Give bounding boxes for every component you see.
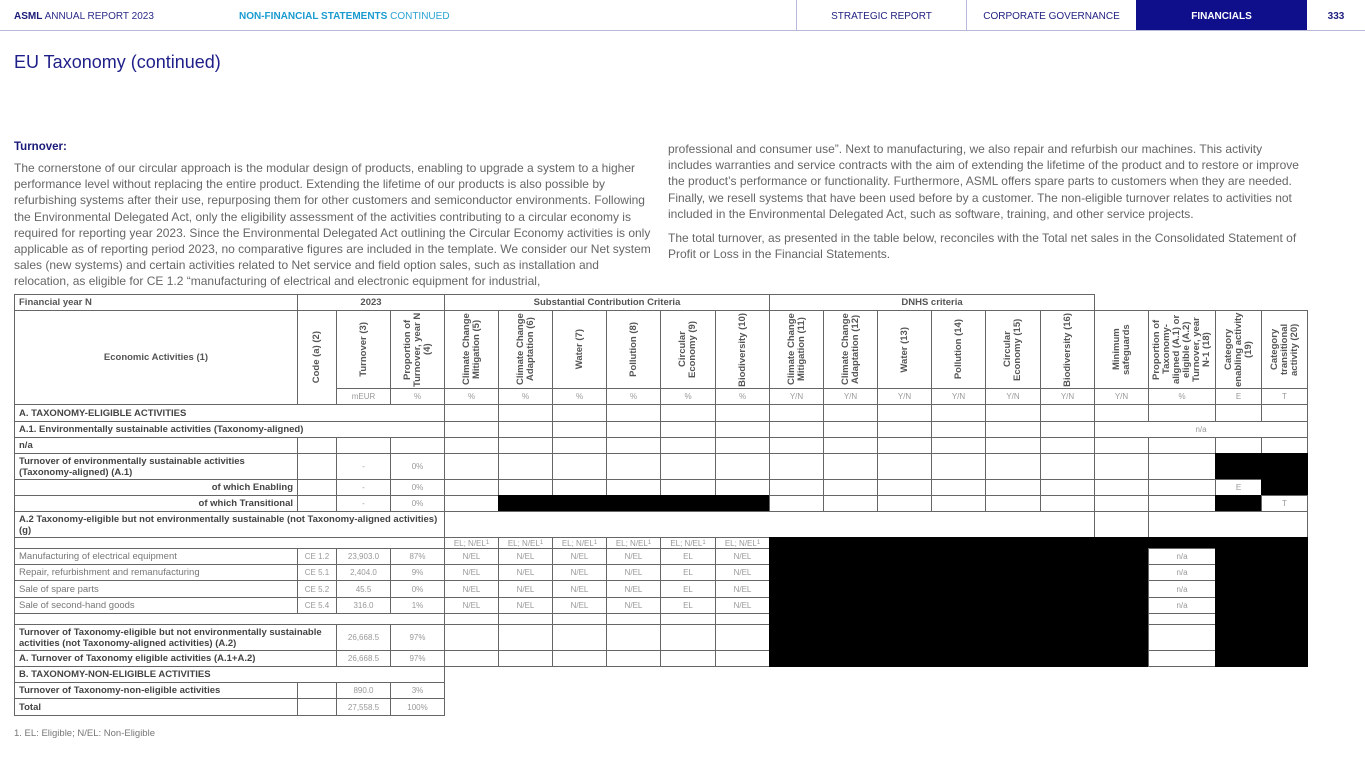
empty-cell xyxy=(1040,495,1095,512)
activity-criterion: N/EL xyxy=(552,564,607,581)
el-nel-label: EL; N/EL xyxy=(507,538,540,548)
empty-cell xyxy=(606,479,661,496)
empty-cell xyxy=(552,479,607,496)
empty-cell xyxy=(823,495,878,512)
empty-cell xyxy=(1148,624,1216,651)
activity-criterion: EL xyxy=(660,548,716,565)
activity-name: Repair, refurbishment and remanufacturing xyxy=(14,564,298,581)
empty-cell xyxy=(1148,479,1216,496)
section-a-label: A. TAXONOMY-ELIGIBLE ACTIVITIES xyxy=(14,404,445,422)
blocked-cell xyxy=(498,495,770,512)
column-header xyxy=(823,310,878,389)
el-nel-label: EL; N/EL xyxy=(670,538,703,548)
empty-cell xyxy=(877,404,932,422)
empty-cell xyxy=(444,479,499,496)
a1-enabling-category: E xyxy=(1215,479,1262,496)
empty-cell xyxy=(660,479,716,496)
blocked-cell xyxy=(1215,548,1308,565)
a1-transitional-category: T xyxy=(1261,495,1308,512)
activity-prev-year: n/a xyxy=(1148,580,1216,598)
empty-cell xyxy=(1094,479,1149,496)
column-header xyxy=(985,310,1041,389)
a1-transitional-turnover: - xyxy=(336,495,391,512)
activity-proportion: 87% xyxy=(390,548,445,565)
column-header xyxy=(390,310,445,389)
footnote: 1. EL: Eligible; N/EL: Non-Eligible xyxy=(14,728,155,739)
footnote-ref: 1 xyxy=(702,540,706,546)
blocked-cell xyxy=(769,624,1149,651)
activity-criterion: N/EL xyxy=(498,580,553,598)
activity-criterion: N/EL xyxy=(606,597,661,614)
column-unit: Y/N xyxy=(877,388,932,405)
activity-proportion: 1% xyxy=(390,597,445,614)
empty-cell xyxy=(297,698,337,716)
activity-criterion: N/EL xyxy=(606,564,661,581)
empty-cell xyxy=(877,453,932,480)
body-paragraph-1: The cornerstone of our circular approach is the modular design of products, enabling to upgrade a system to a higher performance level without replacing the entire product. Extending the lifetime of our products is also possible by refurbishing systems after their use, repurposing them for other customers and semiconductor environments. Following the Environmental Delegated Act, only the eligibility assessment of the activities contributing to a circular economy is required for reporting year 2023. Since the Environmental Delegated Act outlining the Circular Economy activities is only applicable as of reporting period 2023, no comparative figures are included in the template. We consider our Net system sales (new systems) and certain activities related to Net service and field option sales, such as installation and relocation, as eligible for CE 1.2 “manufacturing of electrical and electronic equipment for industrial, xyxy=(14,161,651,289)
column-header-label: Code (a) (2) xyxy=(311,331,322,384)
activity-criterion: N/EL xyxy=(715,548,770,565)
empty-cell xyxy=(823,479,878,496)
column-header xyxy=(877,310,932,389)
empty-cell xyxy=(1094,495,1149,512)
empty-cell xyxy=(498,453,553,480)
nav-tab-strategic-report[interactable]: STRATEGIC REPORT xyxy=(796,0,966,30)
activity-criterion: N/EL xyxy=(444,580,499,598)
a1-total-turnover: - xyxy=(336,453,391,480)
page-number: 333 xyxy=(1327,11,1345,22)
empty-cell xyxy=(606,650,661,667)
b-row-proportion: 3% xyxy=(390,682,445,699)
section-continued: CONTINUED xyxy=(387,11,450,22)
activity-turnover: 2,404.0 xyxy=(336,564,391,581)
empty-cell xyxy=(444,453,499,480)
column-header-label: Category enabling activity (19) xyxy=(1222,312,1254,387)
empty-cell xyxy=(715,437,770,454)
a1-enabling-turnover: - xyxy=(336,479,391,496)
empty-cell xyxy=(931,437,986,454)
activity-criterion: N/EL xyxy=(715,564,770,581)
empty-cell xyxy=(297,682,337,699)
header-substantial-contribution: Substantial Contribution Criteria xyxy=(444,294,770,311)
page-title: EU Taxonomy (continued) xyxy=(14,52,221,72)
empty-cell xyxy=(1040,421,1095,438)
footnote-ref: 1 xyxy=(647,540,652,546)
activity-criterion: EL xyxy=(660,564,716,581)
empty-cell xyxy=(444,624,499,651)
column-unit: % xyxy=(498,388,553,405)
header-year: 2023 xyxy=(297,294,445,311)
empty-cell xyxy=(877,479,932,496)
empty-cell xyxy=(985,495,1041,512)
blocked-cell xyxy=(1215,495,1262,512)
empty-cell xyxy=(823,421,878,438)
empty-cell xyxy=(606,453,661,480)
column-header xyxy=(297,310,337,405)
empty-cell xyxy=(498,404,553,422)
el-nel-label: EL; N/EL xyxy=(724,538,757,548)
empty-cell xyxy=(931,453,986,480)
column-header-label: Water (13) xyxy=(898,326,910,373)
empty-cell xyxy=(297,437,337,454)
section-breadcrumb[interactable] xyxy=(239,11,450,22)
header-dnhs-criteria: DNHS criteria xyxy=(769,294,1095,311)
empty-cell xyxy=(1148,495,1216,512)
brand-report-title: ANNUAL REPORT 2023 xyxy=(42,11,154,22)
column-header xyxy=(498,310,553,389)
activity-criterion: N/EL xyxy=(606,580,661,598)
activity-code: CE 1.2 xyxy=(297,548,337,565)
empty-cell xyxy=(444,421,499,438)
empty-cell xyxy=(1094,453,1149,480)
activity-criterion: N/EL xyxy=(552,597,607,614)
empty-cell xyxy=(985,453,1041,480)
activity-name: Sale of second-hand goods xyxy=(14,597,298,614)
empty-cell xyxy=(552,437,607,454)
column-header xyxy=(606,310,661,389)
b-row-label: Turnover of Taxonomy-non-eligible activities xyxy=(14,682,298,699)
empty-cell xyxy=(1215,437,1262,454)
column-header-label: Circular Economy (15) xyxy=(1002,318,1023,381)
empty-cell xyxy=(444,511,1095,538)
top-nav-bar xyxy=(0,0,1365,31)
empty-cell xyxy=(985,421,1041,438)
a-total-turnover: 26,668.5 xyxy=(336,650,391,667)
blocked-cell xyxy=(1215,580,1308,598)
activity-code: CE 5.2 xyxy=(297,580,337,598)
column-header-label: Pollution (8) xyxy=(627,322,639,377)
empty-cell xyxy=(823,453,878,480)
empty-cell xyxy=(660,421,716,438)
empty-cell xyxy=(715,453,770,480)
empty-cell xyxy=(1094,404,1149,422)
column-header-label: Climate Change Mitigation (11) xyxy=(785,313,807,386)
empty-cell xyxy=(498,421,553,438)
column-header-label: Biodiversity (16) xyxy=(1061,312,1073,387)
column-header-label: Climate Change Adaptation (6) xyxy=(514,313,536,386)
nav-tab-corporate-governance[interactable]: CORPORATE GOVERNANCE xyxy=(966,0,1136,30)
empty-cell xyxy=(660,404,716,422)
column-header xyxy=(1094,310,1149,389)
column-unit: Y/N xyxy=(823,388,878,405)
empty-cell xyxy=(1040,437,1095,454)
a1-enabling-proportion: 0% xyxy=(390,479,445,496)
blocked-cell xyxy=(769,650,1149,667)
column-header xyxy=(769,310,824,389)
empty-cell xyxy=(1148,511,1308,538)
empty-cell xyxy=(1040,453,1095,480)
column-unit: mEUR xyxy=(336,388,391,405)
blocked-cell xyxy=(769,548,1149,565)
column-header-label: Proportion of Taxonomy-aligned (A.1) or eligible (A.2) Turnover, year N-1 (18) xyxy=(1151,314,1212,385)
empty-cell xyxy=(1261,404,1308,422)
column-unit: E xyxy=(1215,388,1262,405)
column-unit: % xyxy=(715,388,770,405)
activity-prev-year: n/a xyxy=(1148,597,1216,614)
brand-name: ASML xyxy=(14,11,43,22)
column-header xyxy=(931,310,986,389)
empty-cell xyxy=(985,404,1041,422)
empty-cell xyxy=(498,479,553,496)
el-nel-label: EL; N/EL xyxy=(453,538,486,548)
section-a1-label: A.1. Environmentally sustainable activities (Taxonomy-aligned) xyxy=(14,421,445,438)
empty-cell xyxy=(444,437,499,454)
column-unit: % xyxy=(606,388,661,405)
empty-cell xyxy=(715,650,770,667)
column-header-label: Proportion of Turnover, year N (4) xyxy=(401,312,433,387)
empty-cell xyxy=(606,421,661,438)
activity-proportion: 9% xyxy=(390,564,445,581)
empty-cell xyxy=(1148,404,1216,422)
a1-transitional-proportion: 0% xyxy=(390,495,445,512)
column-unit: T xyxy=(1261,388,1308,405)
empty-cell xyxy=(1148,650,1216,667)
column-unit: Y/N xyxy=(769,388,824,405)
column-header-label: Climate Change Adaptation (12) xyxy=(839,313,861,386)
empty-cell xyxy=(715,479,770,496)
empty-cell xyxy=(660,624,716,651)
empty-cell xyxy=(297,495,337,512)
empty-cell xyxy=(715,624,770,651)
activity-criterion: N/EL xyxy=(715,580,770,598)
activity-code: CE 5.1 xyxy=(297,564,337,581)
column-unit: Y/N xyxy=(1094,388,1149,405)
column-header-label: Turnover (3) xyxy=(357,322,369,377)
empty-cell xyxy=(823,404,878,422)
activity-criterion: EL xyxy=(660,597,716,614)
column-header xyxy=(1261,310,1308,389)
empty-cell xyxy=(498,650,553,667)
activity-name: Sale of spare parts xyxy=(14,580,298,598)
activity-code: CE 5.4 xyxy=(297,597,337,614)
empty-cell xyxy=(606,624,661,651)
section-a2-label: A.2 Taxonomy-eligible but not environmentally sustainable (not Taxonomy-aligned activities) (g) xyxy=(14,511,445,538)
activity-criterion: N/EL xyxy=(498,564,553,581)
activity-criterion: N/EL xyxy=(552,548,607,565)
nav-tab-financials[interactable]: FINANCIALS xyxy=(1136,0,1307,30)
empty-cell xyxy=(715,404,770,422)
empty-cell xyxy=(823,437,878,454)
column-unit: % xyxy=(660,388,716,405)
blocked-cell xyxy=(769,597,1149,614)
empty-cell xyxy=(444,650,499,667)
empty-cell xyxy=(877,421,932,438)
activity-turnover: 45.5 xyxy=(336,580,391,598)
column-header xyxy=(715,310,770,389)
empty-cell xyxy=(498,624,553,651)
report-brand[interactable] xyxy=(14,11,154,22)
activity-criterion: EL xyxy=(660,580,716,598)
column-header-label: Category transitional activity (20) xyxy=(1268,323,1300,376)
footnote-ref: 1 xyxy=(756,540,761,546)
total-row-turnover: 27,558.5 xyxy=(336,698,391,716)
empty-cell xyxy=(552,650,607,667)
section-b-label: B. TAXONOMY-NON-ELIGIBLE ACTIVITIES xyxy=(14,666,445,683)
column-header-label: Water (7) xyxy=(573,329,585,370)
column-unit: % xyxy=(390,388,445,405)
empty-cell xyxy=(660,453,716,480)
column-unit: % xyxy=(444,388,499,405)
empty-cell xyxy=(1094,511,1149,538)
column-header xyxy=(660,310,716,389)
header-financial-year: Financial year N xyxy=(14,294,298,311)
activity-name: Manufacturing of electrical equipment xyxy=(14,548,298,565)
activity-criterion: N/EL xyxy=(606,548,661,565)
activity-proportion: 0% xyxy=(390,580,445,598)
a2-total-label: Turnover of Taxonomy-eligible but not environmentally sustainable activities (not Taxonomy-aligned activities) (A.2) xyxy=(14,624,337,651)
empty-cell xyxy=(660,437,716,454)
empty-cell xyxy=(877,437,932,454)
empty-cell xyxy=(931,495,986,512)
activity-criterion: N/EL xyxy=(444,564,499,581)
turnover-subheading: Turnover: xyxy=(14,141,67,153)
empty-cell xyxy=(769,437,824,454)
empty-cell xyxy=(606,404,661,422)
column-header-label: Biodiversity (10) xyxy=(736,312,748,387)
body-paragraph-3: The total turnover, as presented in the table below, reconciles with the Total net sales in the Consolidated Statement of Profit or Loss in the Financial Statements. xyxy=(668,231,1297,262)
a2-total-turnover: 26,668.5 xyxy=(336,624,391,651)
a1-na-right: n/a xyxy=(1094,421,1308,438)
el-nel-label: EL; N/EL xyxy=(561,538,594,548)
a1-total-label: Turnover of environmentally sustainable activities (Taxonomy-aligned) (A.1) xyxy=(14,453,298,480)
column-header-label: Circular Economy (9) xyxy=(677,321,698,379)
empty-cell xyxy=(444,404,499,422)
section-name: NON-FINANCIAL STATEMENTS xyxy=(239,11,388,22)
empty-cell xyxy=(931,421,986,438)
activity-turnover: 316.0 xyxy=(336,597,391,614)
blocked-cell xyxy=(1215,624,1308,651)
empty-cell xyxy=(660,650,716,667)
blocked-cell xyxy=(1215,564,1308,581)
blocked-cell xyxy=(1215,597,1308,614)
a-total-label: A. Turnover of Taxonomy eligible activities (A.1+A.2) xyxy=(14,650,337,667)
column-unit: Y/N xyxy=(1040,388,1095,405)
a-total-proportion: 97% xyxy=(390,650,445,667)
blocked-cell xyxy=(1261,479,1308,496)
column-header xyxy=(1040,310,1095,389)
column-header xyxy=(336,310,391,389)
blocked-cell xyxy=(1215,650,1308,667)
total-row-proportion: 100% xyxy=(390,698,445,716)
empty-cell xyxy=(1094,437,1149,454)
empty-cell xyxy=(336,437,391,454)
activity-criterion: N/EL xyxy=(552,580,607,598)
header-economic-activities: Economic Activities (1) xyxy=(14,310,298,405)
empty-cell xyxy=(931,479,986,496)
column-header xyxy=(444,310,499,389)
total-row-label: Total xyxy=(14,698,298,716)
empty-cell xyxy=(1148,453,1216,480)
activity-prev-year: n/a xyxy=(1148,564,1216,581)
empty-cell xyxy=(552,453,607,480)
empty-cell xyxy=(985,479,1041,496)
el-nel-label: EL; N/EL xyxy=(615,538,648,548)
empty-cell xyxy=(985,437,1041,454)
empty-cell xyxy=(297,453,337,480)
empty-cell xyxy=(390,437,445,454)
empty-cell xyxy=(769,453,824,480)
footnote-ref: 1 xyxy=(539,540,544,546)
column-unit: % xyxy=(1148,388,1216,405)
activity-criterion: N/EL xyxy=(715,597,770,614)
a2-total-proportion: 97% xyxy=(390,624,445,651)
blocked-cell xyxy=(769,564,1149,581)
empty-cell xyxy=(769,479,824,496)
empty-cell xyxy=(715,421,770,438)
body-paragraph-2: professional and consumer use”. Next to manufacturing, we also repair and refurbish our machines. This activity includes warranties and service contracts with the aim of extending the lifetime of the product and to restore or improve the product’s performance or functionality. Furthermore, ASML offers spare parts to customers when they are needed. Finally, we resell systems that have been used before by a customer. The non-eligible turnover relates to activities not included in the Environmental Delegated Act, such as software, training, and other service projects. xyxy=(668,142,1299,221)
a1-total-proportion: 0% xyxy=(390,453,445,480)
column-header xyxy=(1148,310,1216,389)
empty-cell xyxy=(606,437,661,454)
blocked-cell xyxy=(1215,453,1308,480)
empty-cell xyxy=(552,404,607,422)
empty-cell xyxy=(877,495,932,512)
empty-cell xyxy=(297,479,337,496)
empty-cell xyxy=(498,437,553,454)
empty-cell xyxy=(769,421,824,438)
column-header-label: Minimum safeguards xyxy=(1110,324,1132,375)
column-header-label: Pollution (14) xyxy=(952,319,964,380)
empty-cell xyxy=(444,495,499,512)
empty-cell xyxy=(1148,437,1216,454)
activity-prev-year: n/a xyxy=(1148,548,1216,565)
column-header-label: Climate Change Mitigation (5) xyxy=(460,313,482,386)
column-unit: % xyxy=(552,388,607,405)
activity-turnover: 23,903.0 xyxy=(336,548,391,565)
a1-na-row: n/a xyxy=(14,437,298,454)
empty-cell xyxy=(1040,479,1095,496)
empty-cell xyxy=(1215,404,1262,422)
a1-enabling-label: of which Enabling xyxy=(14,479,298,496)
footnote-ref: 1 xyxy=(485,540,490,546)
column-unit: Y/N xyxy=(985,388,1041,405)
column-header xyxy=(552,310,607,389)
b-row-turnover: 890.0 xyxy=(336,682,391,699)
empty-cell xyxy=(931,404,986,422)
empty-cell xyxy=(1261,437,1308,454)
column-unit: Y/N xyxy=(931,388,986,405)
a1-transitional-label: of which Transitional xyxy=(14,495,298,512)
footnote-ref: 1 xyxy=(593,540,598,546)
blocked-cell xyxy=(769,580,1149,598)
empty-cell xyxy=(769,404,824,422)
activity-criterion: N/EL xyxy=(498,548,553,565)
empty-cell xyxy=(552,624,607,651)
empty-cell xyxy=(552,421,607,438)
column-header xyxy=(1215,310,1262,389)
activity-criterion: N/EL xyxy=(444,548,499,565)
empty-cell xyxy=(1040,404,1095,422)
empty-cell xyxy=(769,495,824,512)
activity-criterion: N/EL xyxy=(444,597,499,614)
activity-criterion: N/EL xyxy=(498,597,553,614)
